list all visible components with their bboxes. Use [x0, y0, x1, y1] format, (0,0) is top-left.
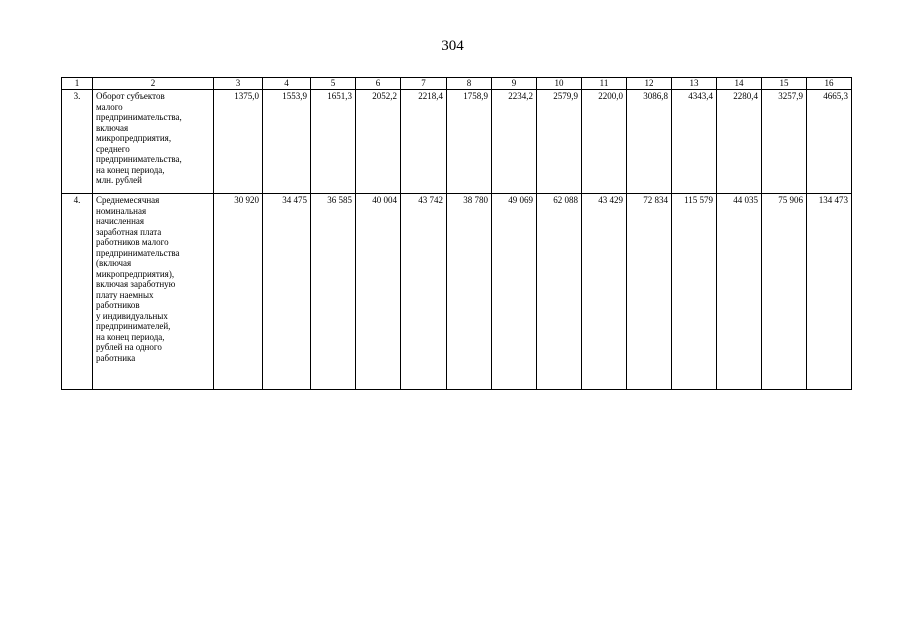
description-line: начисленная — [96, 216, 145, 226]
row-description — [93, 194, 214, 390]
value-cell: 2579,9 — [537, 90, 582, 194]
description-line: работника — [96, 352, 136, 363]
value-cell: 1375,0 — [214, 90, 263, 194]
description-line: на конец периода, — [96, 331, 165, 342]
header-cell: 11 — [582, 78, 627, 90]
value-cell: 36 585 — [311, 194, 356, 390]
value-cell: 49 069 — [492, 194, 537, 390]
page-number: 304 — [441, 38, 464, 54]
description-line: на конец периода, — [96, 164, 165, 175]
header-cell: 5 — [311, 78, 356, 90]
value-cell: 38 780 — [447, 194, 492, 390]
value-cell: 2280,4 — [717, 90, 762, 194]
header-cell: 15 — [762, 78, 807, 90]
value-cell: 115 579 — [672, 194, 717, 390]
description-line: включая — [96, 122, 129, 133]
header-cell: 12 — [627, 78, 672, 90]
description-line: номинальная — [96, 205, 147, 216]
value-cell: 62 088 — [537, 194, 582, 390]
header-cell: 16 — [807, 78, 852, 90]
header-cell: 2 — [93, 78, 214, 90]
value-cell: 44 035 — [717, 194, 762, 390]
value-cell: 40 004 — [356, 194, 401, 390]
value-cell: 2218,4 — [401, 90, 447, 194]
value-cell: 134 473 — [807, 194, 852, 390]
header-cell: 4 — [263, 78, 311, 90]
value-cell: 34 475 — [263, 194, 311, 390]
header-cell: 13 — [672, 78, 717, 90]
header-cell: 10 — [537, 78, 582, 90]
value-cell: 2052,2 — [356, 90, 401, 194]
header-cell: 1 — [62, 78, 93, 90]
value-cell: 1758,9 — [447, 90, 492, 194]
value-cell: 30 920 — [214, 194, 263, 390]
description-line: включая заработную — [96, 279, 176, 289]
description-line: Оборот субъектов — [96, 91, 165, 101]
header-cell: 14 — [717, 78, 762, 90]
description-line: плату наемных — [96, 289, 154, 300]
header-row — [62, 78, 852, 90]
description-line: предпринимательства — [96, 247, 180, 258]
description-line: Среднемесячная — [96, 195, 160, 205]
value-cell: 1553,9 — [263, 90, 311, 194]
header-cell: 8 — [447, 78, 492, 90]
description-line: у индивидуальных — [96, 310, 168, 321]
value-cell: 2234,2 — [492, 90, 537, 194]
description-line: предпринимателей, — [96, 321, 171, 331]
header-cell: 7 — [401, 78, 447, 90]
table-row — [62, 194, 852, 390]
header-cell: 6 — [356, 78, 401, 90]
value-cell: 4665,3 — [807, 90, 852, 194]
value-cell: 43 742 — [401, 194, 447, 390]
description-line: среднего — [96, 143, 130, 154]
header-cell: 9 — [492, 78, 537, 90]
value-cell: 1651,3 — [311, 90, 356, 194]
value-cell: 43 429 — [582, 194, 627, 390]
description-line: млн. рублей — [96, 175, 142, 185]
row-description — [93, 90, 214, 194]
row-index: 3. — [62, 90, 93, 194]
value-cell: 75 906 — [762, 194, 807, 390]
description-line: предпринимательства, — [96, 112, 182, 122]
value-cell: 3257,9 — [762, 90, 807, 194]
description-line: рублей на одного — [96, 342, 162, 352]
value-cell: 3086,8 — [627, 90, 672, 194]
value-cell: 4343,4 — [672, 90, 717, 194]
description-line: предпринимательства, — [96, 154, 182, 164]
table-row — [62, 90, 852, 194]
data-table — [61, 77, 852, 390]
description-line: малого — [96, 101, 123, 112]
row-index: 4. — [62, 194, 93, 390]
description-line: заработная плата — [96, 226, 162, 237]
value-cell: 72 834 — [627, 194, 672, 390]
description-line: работников малого — [96, 237, 169, 247]
description-line: работников — [96, 300, 140, 310]
description-line: микропредприятия), — [96, 268, 175, 279]
description-line: микропредприятия, — [96, 133, 172, 143]
value-cell: 2200,0 — [582, 90, 627, 194]
header-cell: 3 — [214, 78, 263, 90]
description-line: (включая — [96, 258, 132, 268]
